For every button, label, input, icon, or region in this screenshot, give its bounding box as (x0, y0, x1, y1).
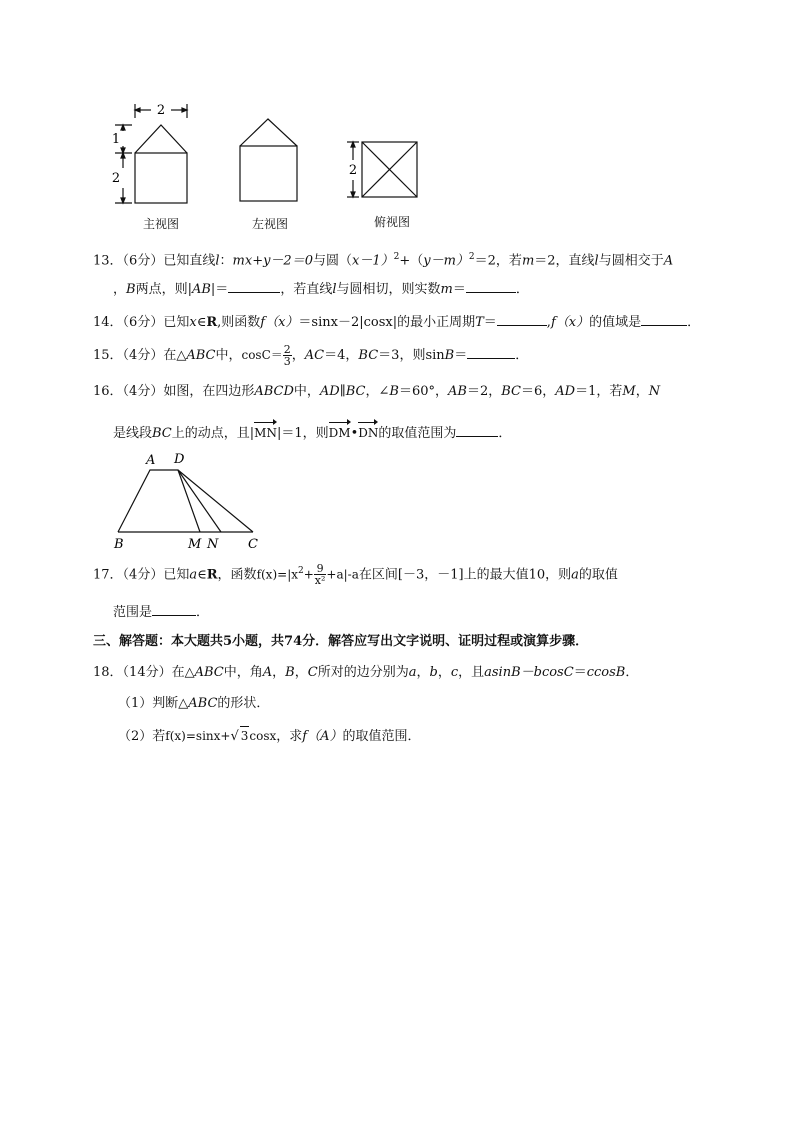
q18-part1: （1）判断△ABC的形状． (118, 696, 270, 711)
vector-dm: DM (328, 426, 351, 440)
sqrt-icon: √ (230, 729, 239, 744)
label-N: N (207, 537, 219, 552)
caption-left-view: 左视图 (251, 217, 288, 231)
vector-mn: MN (254, 426, 277, 440)
q13-blank-ab[interactable] (228, 278, 280, 293)
q18-line: 18．（14分）在△ABC中，角A，B，C所对的边分别为a，b，c，且asinB－bcosC＝ccosB． (93, 665, 639, 680)
q18-part2: （2）若f(x)=sinx+√ 3cosx，求f（A）的取值范围． (118, 726, 421, 746)
front-dim-width: 2 (156, 103, 166, 118)
vector-dn: DN (358, 426, 379, 440)
caption-front-view: 主视图 (142, 217, 179, 231)
q13-line1: 13．（6分）已知直线l：mx+y－2＝0与圆$(x-1)^2+(y-m)^2=2$，若m＝2，直线l与圆相交于A (93, 252, 674, 269)
q17-blank[interactable] (152, 601, 196, 616)
top-dim: 2 (348, 163, 358, 178)
q14-line: 14．（6分）已知x∈R,则函数f（x）＝sinx－2|cosx|的最小正周期T＝ ,f（x）的值域是 ． (93, 311, 700, 332)
caption-top-view: 俯视图 (373, 215, 410, 229)
label-D: D (174, 452, 185, 467)
q17-fraction: $\frac{9}{\text{x²}}$ (314, 562, 326, 588)
q16-line2: 是线段BC上的动点，且|MN|＝1，则DM•DN的取值范围为 ． (113, 422, 511, 443)
label-B: B (114, 537, 124, 552)
label-A: A (146, 453, 156, 468)
front-dim-top: 1 (111, 132, 121, 147)
q17-line2: 范围是 ． (113, 601, 209, 622)
q15-line: 15．（4分）在△ABC中，cosC＝ $\frac{2}{3}$ ，AC＝4，BC＝3，则sinB＝ ． (93, 343, 529, 368)
q17-line1: 17．（4分）已知a∈R，函数$f(x)=|x^2+$ $\frac{9}{\text{x²}}$ +a|-a在区间[－3，－1]上的最大值10，则a的取值 (93, 562, 618, 588)
front-view (115, 104, 187, 203)
q13-line2: ，B两点，则|AB|＝ ，若直线l与圆相切，则实数m＝ ． (113, 278, 529, 299)
front-dim-bottom: 2 (111, 171, 121, 186)
q13-blank-m[interactable] (466, 278, 516, 293)
q14-blank-period[interactable] (497, 311, 547, 326)
quadrilateral-figure (108, 448, 278, 552)
q15-fraction: $\frac{2}{3}$ (283, 343, 291, 368)
section3-heading: 三、解答题：本大题共5小题，共74分．解答应写出文字说明、证明过程或演算步骤． (93, 634, 589, 649)
label-M: M (188, 537, 202, 552)
q15-blank[interactable] (467, 344, 515, 359)
top-view (347, 142, 417, 197)
q14-blank-range[interactable] (641, 311, 687, 326)
q16-blank[interactable] (456, 422, 498, 437)
left-view (240, 119, 297, 201)
q16-line1: 16．（4分）如图，在四边形ABCD中，AD∥BC，∠B＝60°，AB＝2，BC＝6，AD＝1，若M，N (93, 384, 661, 399)
label-C: C (248, 537, 258, 552)
